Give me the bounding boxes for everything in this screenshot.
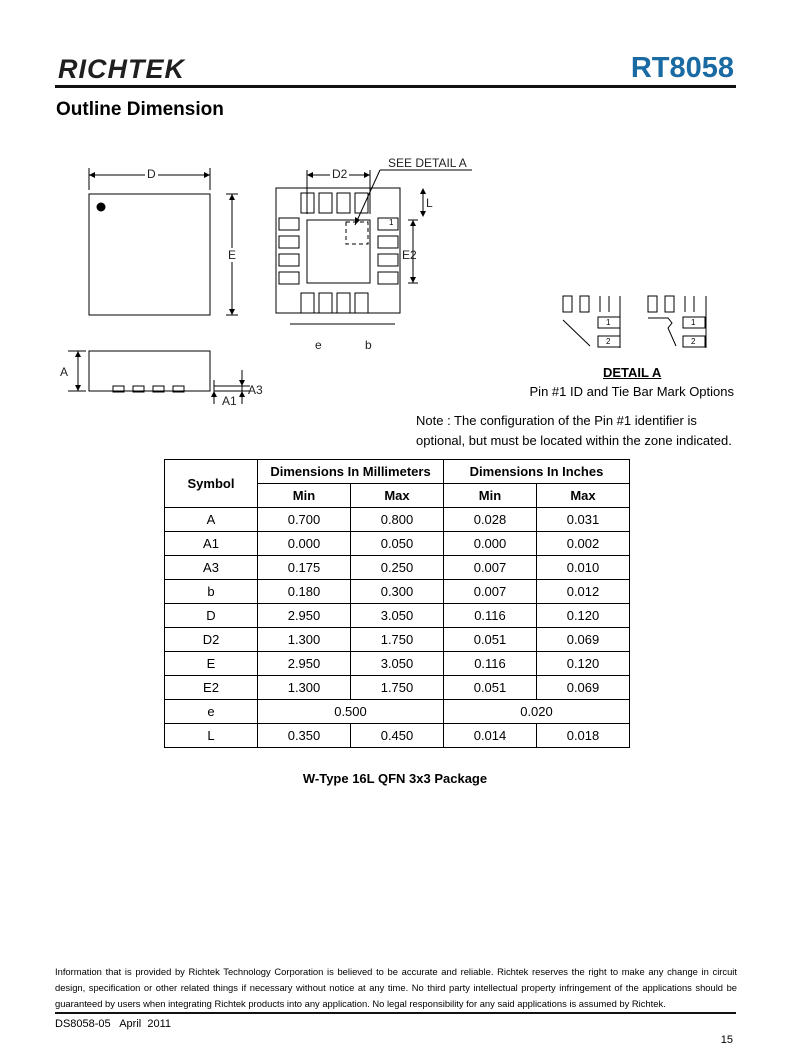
- table-cell: 0.700: [258, 508, 351, 532]
- table-cell: 0.069: [537, 676, 630, 700]
- page-number: 15: [720, 1034, 733, 1046]
- table-cell: 3.050: [351, 604, 444, 628]
- package-caption: W-Type 16L QFN 3x3 Package: [302, 771, 488, 786]
- label-b: b: [365, 338, 372, 352]
- label-d: D: [147, 167, 156, 181]
- label-e: E: [228, 248, 237, 262]
- richtek-logo: RICHTEK: [58, 54, 185, 84]
- label-pitch-e: e: [315, 338, 322, 352]
- table-cell: 0.051: [444, 628, 537, 652]
- mm-header: Dimensions In Millimeters: [258, 460, 444, 484]
- dimension-table: [164, 459, 630, 748]
- table-cell: 0.007: [444, 556, 537, 580]
- mm-max-header: Max: [351, 484, 444, 508]
- table-cell: D: [165, 604, 258, 628]
- label-a1: A1: [222, 394, 237, 408]
- table-cell: e: [165, 700, 258, 724]
- table-cell: 1.750: [351, 628, 444, 652]
- pin1-note: Note : The configuration of the Pin #1 identifier is optional, but must be located within the zone indicated.: [416, 413, 732, 448]
- table-cell: E: [165, 652, 258, 676]
- table-cell: E2: [165, 676, 258, 700]
- pin1-dot: [97, 203, 105, 211]
- symbol-header: Symbol: [165, 460, 258, 508]
- document-id: DS8058-05 April 2011: [55, 1018, 171, 1030]
- label-a: A: [60, 365, 69, 379]
- detail-pin1-right: 1: [691, 318, 696, 327]
- detail-a-title: DETAIL A: [603, 365, 662, 380]
- table-row: [165, 628, 630, 652]
- table-cell: A: [165, 508, 258, 532]
- table-row: [165, 724, 630, 748]
- table-row: [165, 580, 630, 604]
- table-cell: 0.116: [444, 604, 537, 628]
- table-cell: 1.300: [258, 676, 351, 700]
- footer-rule: [55, 1012, 736, 1014]
- detail-pin2-right: 2: [691, 337, 696, 346]
- inch-header: Dimensions In Inches: [444, 460, 630, 484]
- table-cell: 0.018: [537, 724, 630, 748]
- detail-pin2-left: 2: [606, 337, 611, 346]
- table-cell: 0.002: [537, 532, 630, 556]
- table-cell: 0.050: [351, 532, 444, 556]
- table-cell: D2: [165, 628, 258, 652]
- table-cell: 0.350: [258, 724, 351, 748]
- table-cell: 0.069: [537, 628, 630, 652]
- detail-a-subtitle: Pin #1 ID and Tie Bar Mark Options: [529, 384, 734, 399]
- table-row: [165, 676, 630, 700]
- table-cell: 0.250: [351, 556, 444, 580]
- footer-disclaimer: Information that is provided by Richtek Technology Corporation is believed to be accurate and reliable. Richtek reserves the right to make any change in circuit design, specification or other related things if necessary without notice at any time. No third party intellectual property infringement of the applications should be guaranteed by users when integrating Richtek products into any application. No legal responsibility for any said applications is assumed by Richtek.: [55, 966, 737, 1009]
- table-cell: 0.007: [444, 580, 537, 604]
- table-cell: b: [165, 580, 258, 604]
- table-cell: 0.120: [537, 604, 630, 628]
- detail-pin1-left: 1: [606, 318, 611, 327]
- table-cell: 1.750: [351, 676, 444, 700]
- table-row: [165, 700, 630, 724]
- table-cell: 0.028: [444, 508, 537, 532]
- table-cell: 0.012: [537, 580, 630, 604]
- table-row: [165, 652, 630, 676]
- label-a3: A3: [248, 383, 263, 397]
- table-cell: 1.300: [258, 628, 351, 652]
- part-number: RT8058: [630, 52, 734, 84]
- table-cell: 0.000: [444, 532, 537, 556]
- table-cell: 0.020: [444, 700, 630, 724]
- label-d2: D2: [332, 167, 348, 181]
- table-row: [165, 604, 630, 628]
- label-pin1: 1: [389, 218, 394, 227]
- table-cell: 2.950: [258, 652, 351, 676]
- table-row: [165, 508, 630, 532]
- in-max-header: Max: [537, 484, 630, 508]
- label-l: L: [426, 196, 433, 210]
- table-cell: 0.014: [444, 724, 537, 748]
- top-view-body: [89, 194, 210, 315]
- label-see-detail-a: SEE DETAIL A: [388, 156, 467, 170]
- table-cell: 0.000: [258, 532, 351, 556]
- table-cell: 0.300: [351, 580, 444, 604]
- table-cell: 2.950: [258, 604, 351, 628]
- table-row: [165, 556, 630, 580]
- table-cell: 0.450: [351, 724, 444, 748]
- table-cell: 0.031: [537, 508, 630, 532]
- table-cell: L: [165, 724, 258, 748]
- table-cell: 0.010: [537, 556, 630, 580]
- label-e2: E2: [402, 248, 417, 262]
- table-cell: A1: [165, 532, 258, 556]
- table-cell: 0.800: [351, 508, 444, 532]
- table-cell: 0.120: [537, 652, 630, 676]
- table-row: [165, 532, 630, 556]
- table-cell: 0.051: [444, 676, 537, 700]
- bottom-view-body: [276, 188, 400, 313]
- table-cell: 0.180: [258, 580, 351, 604]
- exposed-pad: [307, 220, 370, 283]
- table-cell: 3.050: [351, 652, 444, 676]
- section-title: Outline Dimension: [56, 99, 224, 120]
- in-min-header: Min: [444, 484, 537, 508]
- table-cell: 0.175: [258, 556, 351, 580]
- mm-min-header: Min: [258, 484, 351, 508]
- side-view-body: [89, 351, 210, 391]
- table-cell: 0.116: [444, 652, 537, 676]
- table-cell: A3: [165, 556, 258, 580]
- table-cell: 0.500: [258, 700, 444, 724]
